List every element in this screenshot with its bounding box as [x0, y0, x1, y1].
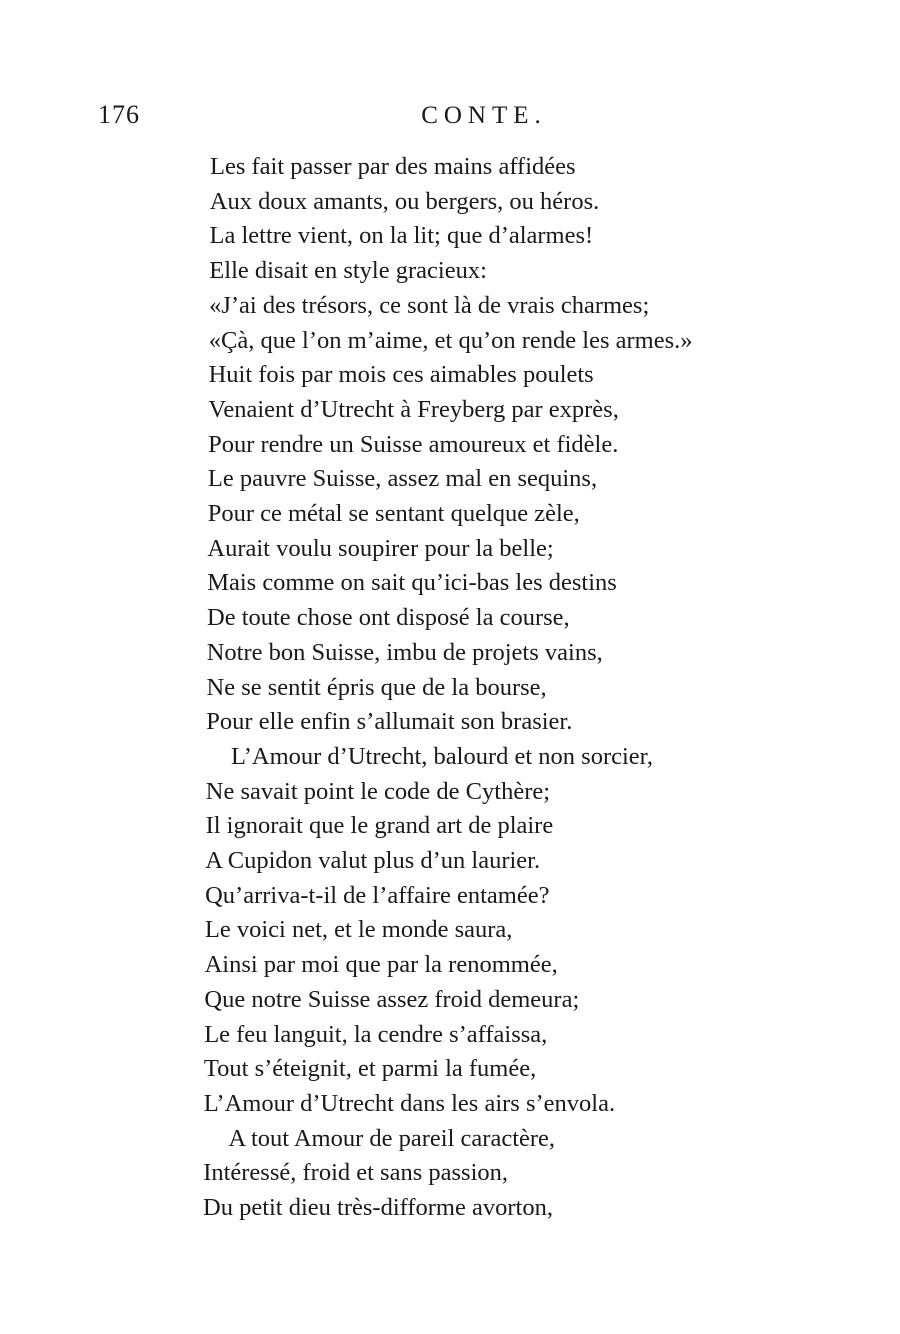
verse-line: La lettre vient, on la lit; que d’alarmes! [209, 222, 594, 250]
verse-line: L’Amour d’Utrecht, balourd et non sorcier, [231, 742, 653, 770]
verse-line: Aux doux amants, ou bergers, ou héros. [209, 187, 600, 215]
verse-line: Le voici net, et le monde saura, [204, 916, 513, 944]
verse-line: Venaient d’Utrecht à Freyberg par exprès, [208, 395, 619, 423]
verse-line: Le feu languit, la cendre s’affaissa, [204, 1020, 548, 1048]
verse-line: A Cupidon valut plus d’un laurier. [205, 847, 541, 874]
verse-line: Ainsi par moi que par la renommée, [204, 951, 558, 979]
running-title: CONTE. [421, 102, 547, 129]
verse-line: Que notre Suisse assez froid demeura; [204, 985, 580, 1013]
verse-line: Huit fois par mois ces aimables poulets [208, 361, 594, 389]
verse-line: Tout s’éteignit, et parmi la fumée, [203, 1055, 537, 1083]
verse-line: A tout Amour de pareil caractère, [228, 1124, 556, 1152]
verse-line: Ne se sentit épris que de la bourse, [206, 673, 547, 701]
verse-line: Mais comme on sait qu’ici-bas les destins [207, 569, 617, 597]
verse-line: Pour rendre un Suisse amoureux et fidèle. [208, 430, 619, 458]
page-number: 176 [98, 100, 140, 129]
verse-line: Notre bon Suisse, imbu de projets vains, [206, 638, 603, 666]
verse-line: Les fait passer par des mains affidées [210, 153, 576, 180]
verse-line: De toute chose ont disposé la course, [207, 604, 570, 632]
verse-line: «Çà, que l’on m’aime, et qu’on rende les armes.» [208, 326, 693, 354]
verse-line: L’Amour d’Utrecht dans les airs s’envola. [203, 1089, 616, 1117]
verse-line: Pour elle enfin s’allumait son brasier. [206, 708, 573, 736]
verse-line: Le pauvre Suisse, assez mal en sequins, [207, 465, 598, 493]
verse-line: Ne savait point le code de Cythère; [205, 777, 551, 805]
verse-line: Intéressé, froid et sans passion, [203, 1159, 509, 1187]
verse-line: Aurait voulu soupirer pour la belle; [207, 534, 554, 562]
verse-line: Qu’arriva-t-il de l’affaire entamée? [205, 881, 550, 909]
verse-line: Du petit dieu très-difforme avorton, [203, 1194, 553, 1221]
verse-line: Elle disait en style gracieux: [209, 257, 487, 285]
verse-line: Il ignorait que le grand art de plaire [205, 812, 554, 840]
verse-line: Pour ce métal se sentant quelque zèle, [207, 500, 580, 527]
verse-line: «J’ai des trésors, ce sont là de vrais charmes; [209, 291, 650, 319]
